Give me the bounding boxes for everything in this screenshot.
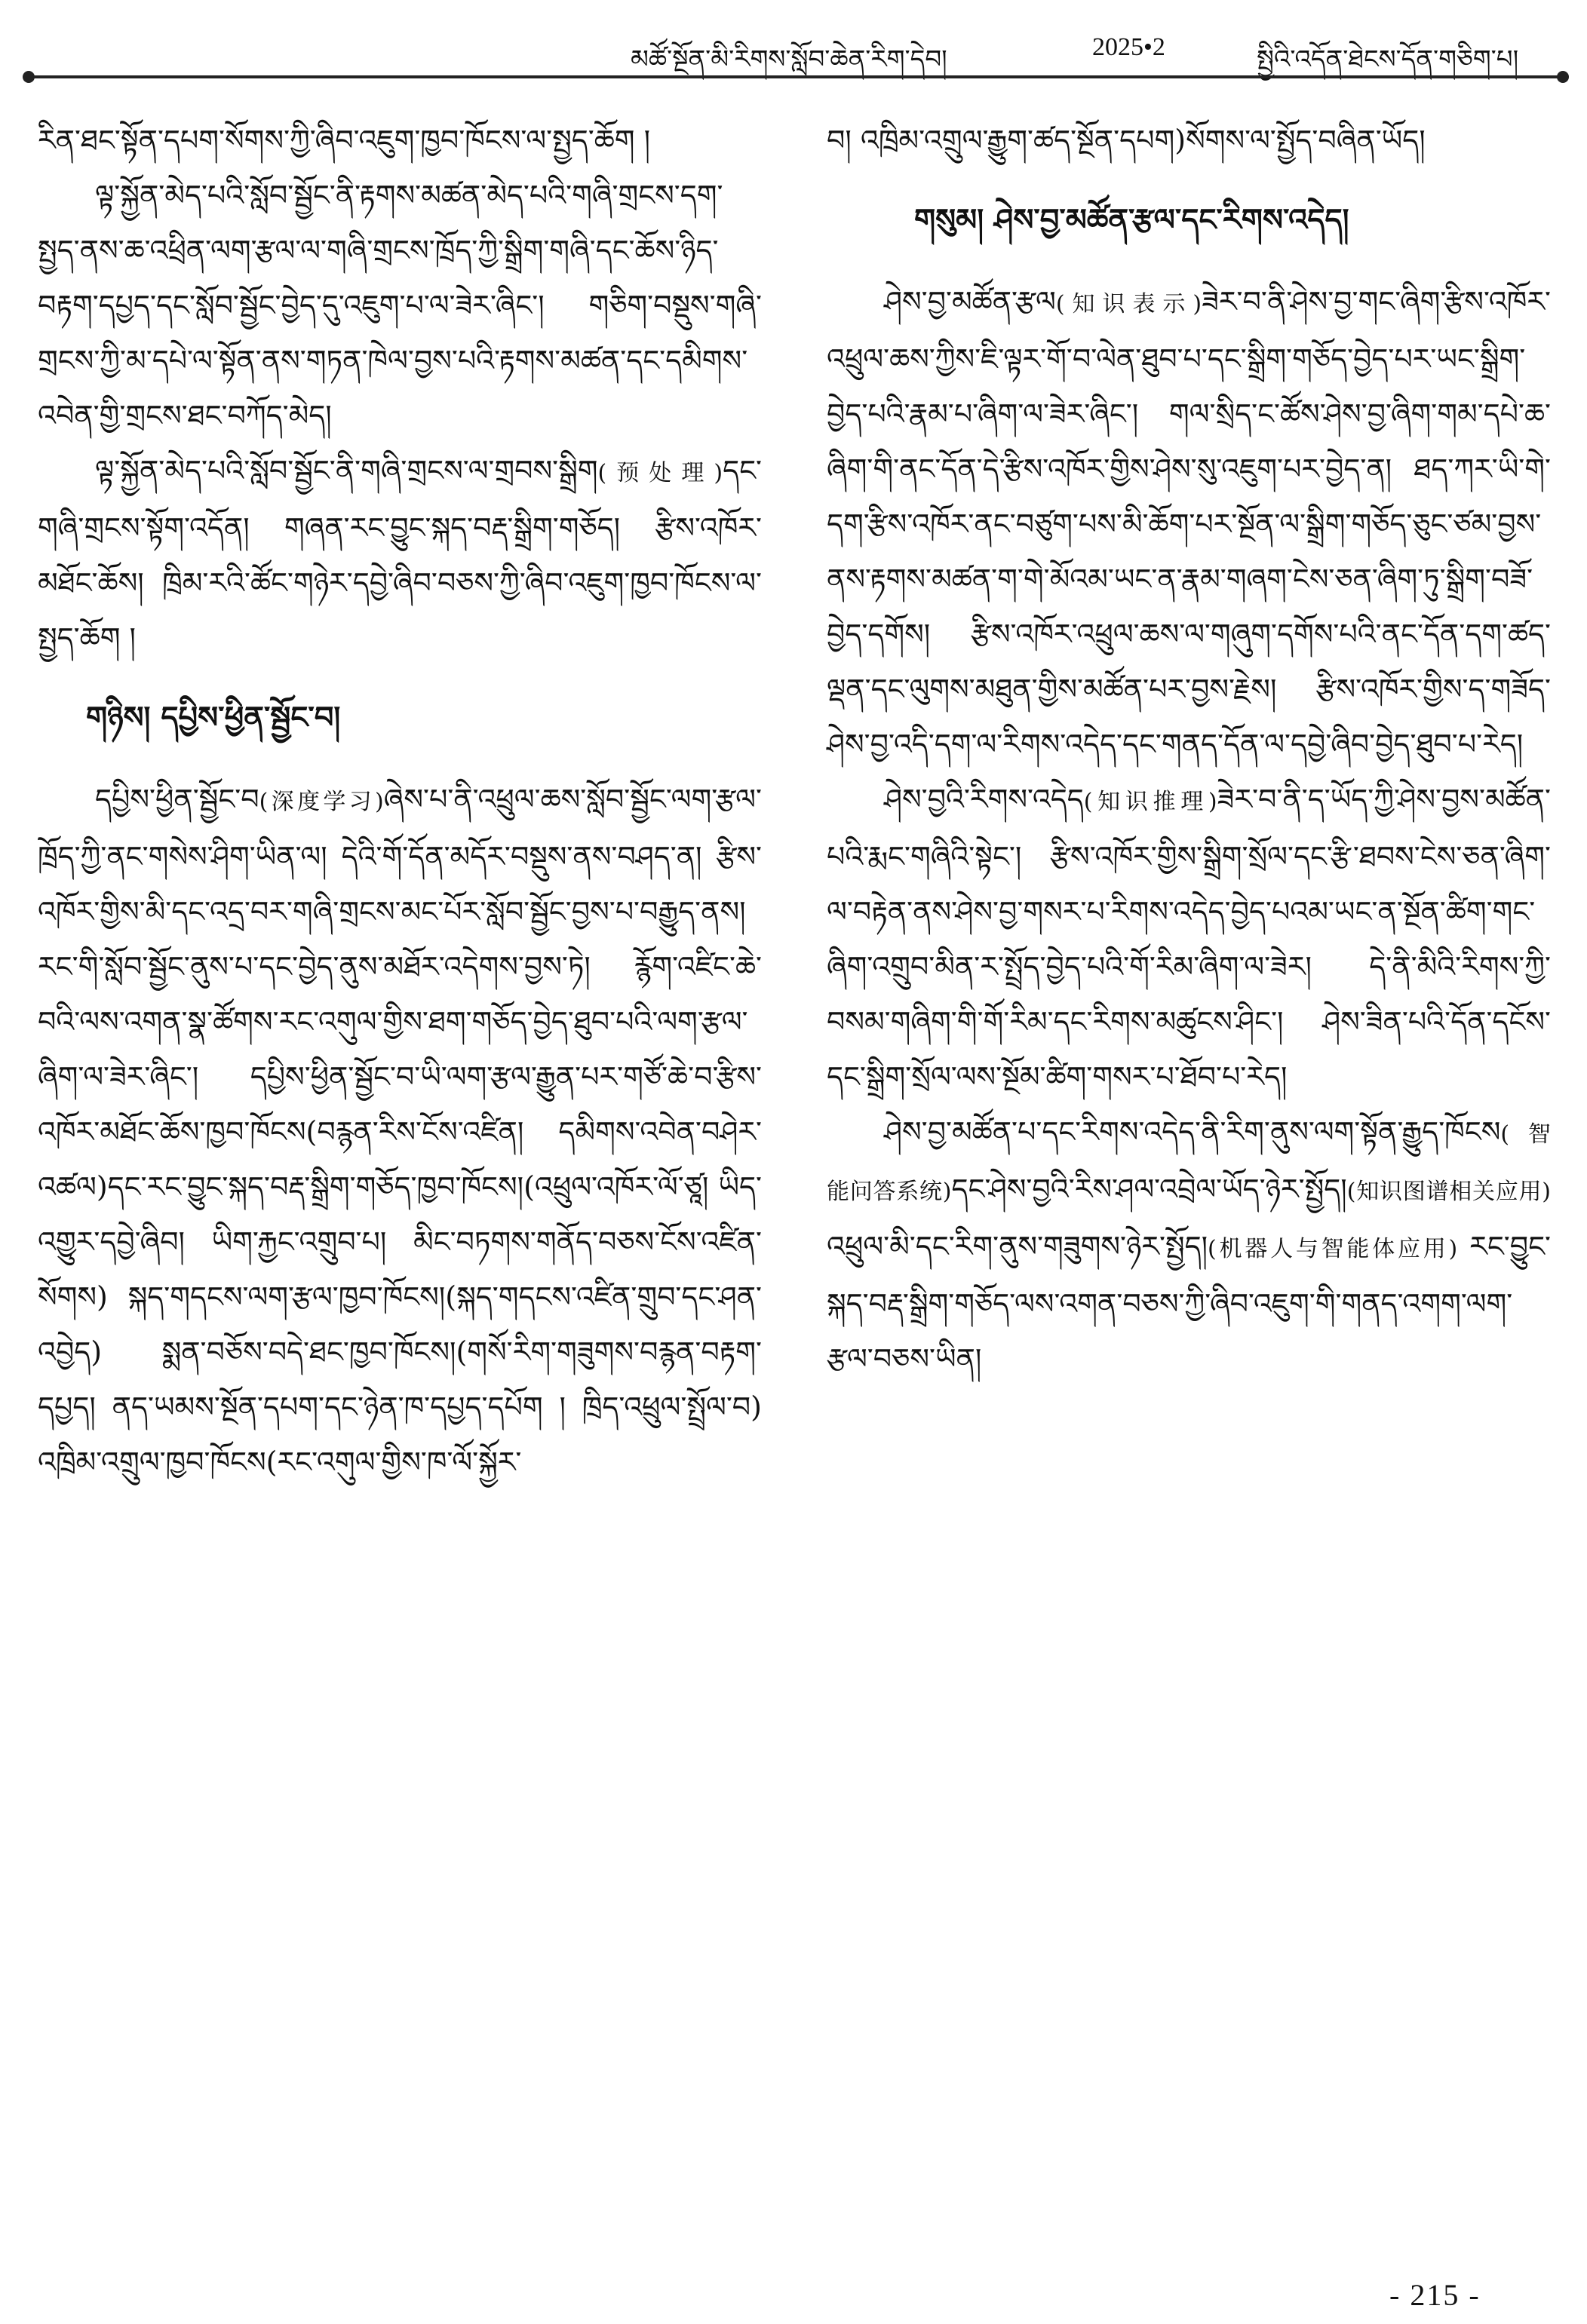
paragraph-text: ཟེར་བ་ནི་ད་ཡོད་ཀྱི་ཤེས་བྱས་མཚོན་པའི་རྨང་གཞིའི་སྟེང་། རྩིས་འཁོར་གྱིས་སྒྲིག་སྲོལ་དང་རྩི་ཐབས་ངེས་ཅན་ཞིག་ལ་བརྟེན་ནས་ཤེས་བྱ་གསར་པ་རིགས་འདེད་བྱེད་པའམ་ཡང་ན་སྔོན་ཚིག་གང་ཞིག་འགྲུབ་མིན་ར་སྤྲོད་བྱེད་པའི་གོ་རིམ་ཞིག་ལ་ཟེར། དེ་ནི་མིའི་རིགས་ཀྱི་བསམ་གཞིག་གི་གོ་རིམ་དང་རིགས་མཚུངས་ཤིང་། ཤེས་ཟིན་པའི་དོན་དངོས་དང་སྒྲིག་སྲོལ་ལས་སྔོམ་ཚིག་གསར་པ་ཐོབ་པ་རེད། [827,783,1551,1093]
rule-end-dot-left [23,71,35,83]
paragraph [827,1105,1551,1387]
rule-end-dot-right [1557,71,1569,83]
paragraph-text: ཤེས་བྱ་མཚོན་པ་དང་རིགས་འདེད་ནི་རིག་ནུས་ལག་སྟོན་རྒྱུད་ཁོངས [884,1115,1501,1148]
chinese-term: (知识表示) [1055,291,1202,317]
chinese-term: (智能问答系统) [827,1121,1551,1205]
paragraph-text: ཤེས་བྱ་མཚོན་རྩལ [884,285,1056,318]
right-column [827,113,1551,1387]
issue-number: 2025•2 [1092,33,1165,61]
paragraph [38,443,762,666]
chinese-term: (知识图谱相关应用) [1346,1179,1551,1205]
chinese-term: (知识推理) [1083,789,1217,815]
chinese-term: (深度学习) [259,789,384,815]
paragraph-text: ཤེས་བྱའི་རིགས་འདེད [884,783,1084,816]
paragraph-text: དང་ཤེས་བྱའི་རིས་ཤལ་འབྲེལ་ཡོད་ཉེར་སྤྱོད། [951,1173,1347,1206]
paragraph-text: ཟེར་བ་ནི་ཤེས་བྱ་གང་ཞིག་རྩིས་འཁོར་འཕྲུལ་ཆས་ཀྱིས་ཇི་ལྟར་གོ་བ་ལེན་ཐུབ་པ་དང་སྒྲིག་གཅོད་བྱེད་པར་ཡང་སྒྲིག་བྱེད་པའི་རྣམ་པ་ཞིག་ལ་ཟེར་ཞིང་། གལ་སྲིད་ང་ཚོས་ཤེས་བྱ་ཞིག་གམ་དཔེ་ཆ་ཞིག་གི་ནང་དོན་དེ་རྩིས་འཁོར་གྱིས་ཤེས་སུ་འཇུག་པར་བྱེད་ན། ཐད་ཀར་ཡི་གེ་དག་རྩིས་འཁོར་ནང་བཙུག་པས་མི་ཆོག་པར་སྔོན་ལ་སྒྲིག་གཅོད་ཅུང་ཙམ་བྱས་ནས་རྟགས་མཚན་ག་གེ་མོའམ་ཡང་ན་རྣམ་གཞག་ངེས་ཅན་ཞིག་ཏུ་སྒྲིག་བཟོ་བྱེད་དགོས། རྩིས་འཁོར་འཕྲུལ་ཆས་ལ་གཞུག་དགོས་པའི་ནང་དོན་དག་ཚད་ལྡན་དང་ལུགས་མཐུན་གྱིས་མཚོན་པར་བྱས་རྗེས། རྩིས་འཁོར་གྱིས་ད་གཟོད་ཤེས་བྱ་འདི་དག་ལ་རིགས་འདེད་དང་གནད་དོན་ལ་དབྱེ་ཞིབ་བྱེད་ཐུབ་པ་རེད། [827,285,1551,761]
paragraph: ལྟ་སྐྱོན་མེད་པའི་སློབ་སྦྱོང་ནི་རྟགས་མཚན་མེད་པའི་གཞི་གྲངས་དག་སྤྱད་ནས་ཆ་འཕྲིན་ལག་རྩལ་ལ་གཞི་གྲངས་ཁྲོད་ཀྱི་སྒྲིག་གཞི་དང་ཆོས་ཉིད་བརྟག་དཔྱད་དང་སློབ་སྦྱོང་བྱེད་དུ་འཇུག་པ་ལ་ཟེར་ཞིང་། གཅིག་བསྡུས་གཞི་གྲངས་ཀྱི་མ་དཔེ་ལ་སྟོན་ནས་གཏན་ཁེལ་བྱས་པའི་རྟགས་མཚན་དང་དམིགས་འབེན་གྱི་གྲངས་ཐང་བཀོད་མེད། [38,179,762,432]
paragraph-text: དཔྱིས་ཕྱིན་སྦྱོང་བ [95,783,259,816]
page-number: - 215 - [1389,2278,1481,2312]
chinese-term: (预处理) [597,460,723,486]
paragraph-text: ཞེས་པ་ནི་འཕྲུལ་ཆས་སློབ་སྦྱོང་ལག་རྩལ་ཁྲོད་ཀྱི་ནང་གསེས་ཤིག་ཡིན་ལ། དེའི་གོ་དོན་མདོར་བསྡུས་ནས་བཤད་ན། རྩིས་འཁོར་གྱིས་མི་དང་འདྲ་བར་གཞི་གྲངས་མང་པོར་སློབ་སྦྱོང་བྱས་པ་བརྒྱུད་ནས། རང་གི་སློབ་སྦྱོང་ནུས་པ་དང་བྱེད་ནུས་མཐོར་འདེགས་བྱས་ཏེ། རྙོག་འཛིང་ཆེ་བའི་ལས་འགན་སྣ་ཚོགས་རང་འགུལ་གྱིས་ཐག་གཅོད་བྱེད་ཐུབ་པའི་ལག་རྩལ་ཞིག་ལ་ཟེར་ཞིང་། དཔྱིས་ཕྱིན་སྦྱོང་བ་ཡི་ལག་རྩལ་རྒྱུན་པར་གཙོ་ཆེ་བ་རྩིས་འཁོར་མཐོང་ཆོས་ཁྱབ་ཁོངས(བརྙན་རིས་ངོས་འཛིན། དམིགས་འབེན་བཤེར་འཚལ)དང་རང་བྱུང་སྐད་བརྡ་སྒྲིག་གཅོད་ཁྱབ་ཁོངས།(འཕྲུལ་འཁོར་ལོ་ཙཱ། ཡིད་འགྱུར་དབྱེ་ཞིབ། ཡིག་རྐྱང་འགྲུབ་པ། མིང་བཏགས་གནོད་བཅས་ངོས་འཛིན་སོགས) སྐད་གདངས་ལག་རྩལ་ཁྱབ་ཁོངས།(སྐད་གདངས་འཛིན་གྲུབ་དང་ཤན་འབྱེད) སྨན་བཅོས་བདེ་ཐང་ཁྱབ་ཁོངས།(གསོ་རིག་གཟུགས་བརྙན་བརྟག་དཔྱད། ནད་ཡམས་སྔོན་དཔག་དང་ཉེན་ཁ་དཔྱད་དཔོག ། ཁྲིད་འཕྲུལ་སྤྲོལ་བ) འཁྲིམ་འགྲུལ་ཁྱབ་ཁོངས(རང་འགུལ་གྱིས་ཁ་ལོ་སྐྱོར་ [38,783,762,1479]
paragraph-text: ལྟ་སྐྱོན་མེད་པའི་སློབ་སྦྱོང་ནི་གཞི་གྲངས་ལ་གྲབས་སྒྲིག [95,454,598,487]
journal-title: མཚོ་སྔོན་མི་རིགས་སློབ་ཆེན་རིག་དེབ། [631,44,947,75]
running-header [27,20,1566,80]
section-heading: གསུམ། ཤེས་བྱ་མཚོན་རྩལ་དང་རིགས་འདེད། [914,202,1349,238]
chinese-term: (机器人与智能体应用) [1208,1236,1458,1262]
paragraph-text: འཕྲུལ་མི་དང་རིག་ནུས་གཟུགས་ཉེར་སྤྱོད། [827,1230,1208,1263]
paragraph-text: རང་བྱུང་སྐད་བརྡ་སྒྲིག་གཅོད་ལས་འགན་བཅས་ཀྱི་ཞིབ་འཇུག་གི་གནད་འགག་ལག་རྩལ་བཅས་ཡིན། [827,1230,1551,1375]
left-column [38,113,762,1490]
section-heading: གཉིས། དཔྱིས་ཕྱིན་སྦྱོང་བ། [86,700,341,735]
paragraph [827,772,1551,1105]
issue-section: སྤྱིའི་འདོན་ཐེངས་དོན་གཅིག་པ། [1257,44,1519,75]
paragraph [827,274,1551,772]
paragraph-text: དང་གཞི་གྲངས་སྟོག་འདོན། གཞན་རང་བྱུང་སྐད་བརྡ་སྒྲིག་གཅོད། རྩིས་འཁོར་མཐོང་ཆོས། ཁྲིམ་རའི་ཚོང་གཉེར་དབྱེ་ཞིབ་བཅས་ཀྱི་ཞིབ་འཇུག་ཁྱབ་ཁོངས་ལ་སྤྱད་ཆོག ། [38,454,762,655]
paragraph: རིན་ཐང་སྟོན་དཔག་སོགས་ཀྱི་ཞིབ་འཇུག་ཁྱབ་ཁོངས་ལ་སྤྱད་ཆོག ། [38,124,651,157]
paragraph: བ། འཁྲིམ་འགྲུལ་རྒྱུག་ཚད་སྔོན་དཔག)སོགས་ལ་སྤྱོད་བཞིན་ཡོད། [827,124,1426,157]
header-rule [27,75,1566,78]
paragraph [38,772,762,1490]
